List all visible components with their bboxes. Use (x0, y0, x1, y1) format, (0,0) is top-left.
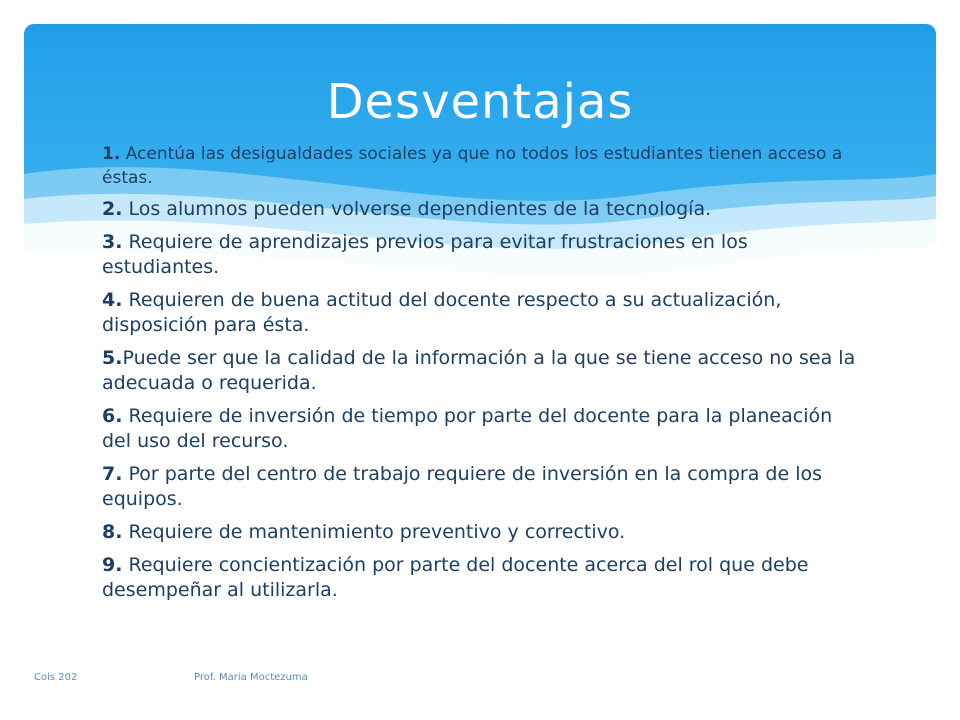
list-item (102, 346, 862, 396)
item-text: Requiere de mantenimiento preventivo y correctivo. (122, 521, 626, 543)
item-number: 3. (102, 231, 123, 253)
list-item (102, 462, 862, 512)
item-text: Requiere concientización por parte del docente acerca del rol que debe desempeñar al utilizarla. (102, 554, 809, 601)
item-number: 6. (102, 405, 123, 427)
list-item (102, 197, 862, 222)
item-text: Requiere de aprendizajes previos para evitar frustraciones en los estudiantes. (102, 231, 748, 278)
item-text: Requieren de buena actitud del docente respecto a su actualización, disposición para ésta. (102, 289, 782, 336)
list-item (102, 553, 862, 603)
item-number: 9. (102, 554, 123, 576)
list-item (102, 142, 862, 190)
item-text: Acentúa las desigualdades sociales ya que no todos los estudiantes tienen acceso a éstas. (102, 144, 843, 188)
item-number: 5. (102, 347, 123, 369)
list-item (102, 520, 862, 545)
item-text: Requiere de inversión de tiempo por parte del docente para la planeación del uso del recurso. (102, 405, 833, 452)
footer-author: Prof. Maria Moctezuma (194, 672, 308, 683)
item-number: 2. (102, 198, 123, 220)
footer-course-code: Cois 202 (34, 672, 78, 683)
item-number: 7. (102, 463, 123, 485)
disadvantages-list (102, 142, 862, 611)
list-item (102, 288, 862, 338)
item-number: 1. (102, 144, 121, 164)
item-text: Los alumnos pueden volverse dependientes de la tecnología. (122, 198, 712, 220)
list-item (102, 404, 862, 454)
item-text: Por parte del centro de trabajo requiere de inversión en la compra de los equipos. (102, 463, 823, 510)
slide-title: Desventajas (326, 74, 634, 130)
list-item (102, 230, 862, 280)
item-text: Puede ser que la calidad de la información a la que se tiene acceso no sea la adecuada o requerida. (102, 347, 856, 394)
item-number: 8. (102, 521, 123, 543)
item-number: 4. (102, 289, 123, 311)
